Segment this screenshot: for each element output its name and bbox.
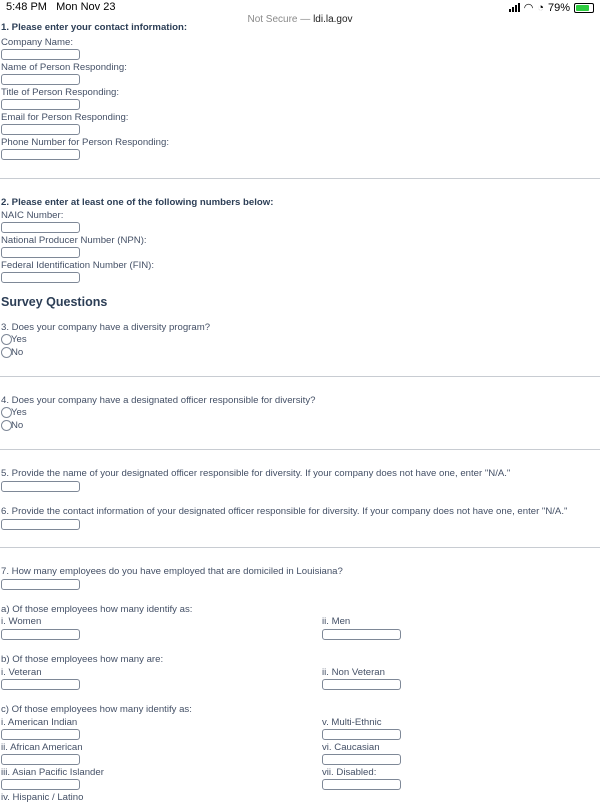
person-name-input[interactable] <box>1 74 80 85</box>
not-secure-label: Not Secure — <box>247 14 311 25</box>
q7a-men-label: ii. Men <box>322 616 351 627</box>
person-email-label: Email for Person Responding: <box>1 112 129 123</box>
q7b-veteran-label: i. Veteran <box>1 667 42 678</box>
q7b-veteran-input[interactable] <box>1 679 80 690</box>
naic-input[interactable] <box>1 222 80 233</box>
q7c-american-indian-input[interactable] <box>1 729 80 740</box>
q4-label: 4. Does your company have a designated officer responsible for diversity? <box>1 395 316 406</box>
status-time: 5:48 PM Mon Nov 23 <box>6 1 116 13</box>
q7c-asian-pacific-label: iii. Asian Pacific Islander <box>1 767 104 778</box>
q3-no-label: No <box>11 347 24 358</box>
q7a-label: a) Of those employees how many identify as: <box>1 604 193 615</box>
company-name-label: Company Name: <box>1 37 73 48</box>
divider <box>0 178 600 179</box>
npn-input[interactable] <box>1 247 80 258</box>
survey-questions-title: Survey Questions <box>1 295 108 309</box>
q3-label: 3. Does your company have a diversity program? <box>1 322 211 333</box>
naic-label: NAIC Number: <box>1 210 64 221</box>
q7c-african-american-label: ii. African American <box>1 742 83 753</box>
battery-icon <box>574 3 594 13</box>
q5-label: 5. Provide the name of your designated officer responsible for diversity. If your company does not have one, enter "N/A." <box>1 468 511 479</box>
url-domain: ldi.la.gov <box>313 14 353 25</box>
fin-input[interactable] <box>1 272 80 283</box>
q7a-women-input[interactable] <box>1 629 80 640</box>
person-phone-input[interactable] <box>1 149 80 160</box>
q4-yes-label: Yes <box>11 407 27 418</box>
q7a-men-input[interactable] <box>322 629 401 640</box>
status-bar <box>0 0 600 14</box>
q7c-disabled-input[interactable] <box>322 779 401 790</box>
divider <box>0 376 600 377</box>
status-icons <box>509 1 594 14</box>
q7c-label: c) Of those employees how many identify as: <box>1 704 192 715</box>
q7-label: 7. How many employees do you have employed that are domiciled in Louisiana? <box>1 566 343 577</box>
q3-yes-label: Yes <box>11 334 27 345</box>
q7-input[interactable] <box>1 579 80 590</box>
q7b-label: b) Of those employees how many are: <box>1 654 164 665</box>
survey-form <box>0 22 600 803</box>
cellular-signal-icon <box>509 3 520 12</box>
section2-heading: 2. Please enter at least one of the following numbers below: <box>1 197 274 208</box>
q7b-non-veteran-input[interactable] <box>322 679 401 690</box>
npn-label: National Producer Number (NPN): <box>1 235 147 246</box>
q7c-american-indian-label: i. American Indian <box>1 717 78 728</box>
q7c-hispanic-label: iv. Hispanic / Latino <box>1 792 84 803</box>
divider <box>0 449 600 450</box>
q6-input[interactable] <box>1 519 80 530</box>
divider <box>0 547 600 548</box>
q7c-multi-ethnic-label: v. Multi-Ethnic <box>322 717 382 728</box>
q7a-women-label: i. Women <box>1 616 42 627</box>
person-name-label: Name of Person Responding: <box>1 62 127 73</box>
wifi-icon: ◠ <box>523 2 534 14</box>
q6-label: 6. Provide the contact information of your designated officer responsible for diversity. If your company does not have one, enter "N/A." <box>1 506 568 517</box>
q7c-multi-ethnic-input[interactable] <box>322 729 401 740</box>
q7b-non-veteran-label: ii. Non Veteran <box>322 667 385 678</box>
q4-no-label: No <box>11 420 24 431</box>
section1-heading: 1. Please enter your contact information: <box>1 22 188 33</box>
q7c-caucasian-input[interactable] <box>322 754 401 765</box>
person-title-input[interactable] <box>1 99 80 110</box>
person-email-input[interactable] <box>1 124 80 135</box>
battery-percentage: 79% <box>547 1 570 14</box>
company-name-input[interactable] <box>1 49 80 60</box>
q7c-asian-pacific-input[interactable] <box>1 779 80 790</box>
q7c-disabled-label: vii. Disabled: <box>322 767 377 778</box>
fin-label: Federal Identification Number (FIN): <box>1 260 155 271</box>
q7c-caucasian-label: vi. Caucasian <box>322 742 380 753</box>
location-icon: ◔ <box>537 1 544 14</box>
person-title-label: Title of Person Responding: <box>1 87 120 98</box>
person-phone-label: Phone Number for Person Responding: <box>1 137 169 148</box>
q5-input[interactable] <box>1 481 80 492</box>
q7c-african-american-input[interactable] <box>1 754 80 765</box>
